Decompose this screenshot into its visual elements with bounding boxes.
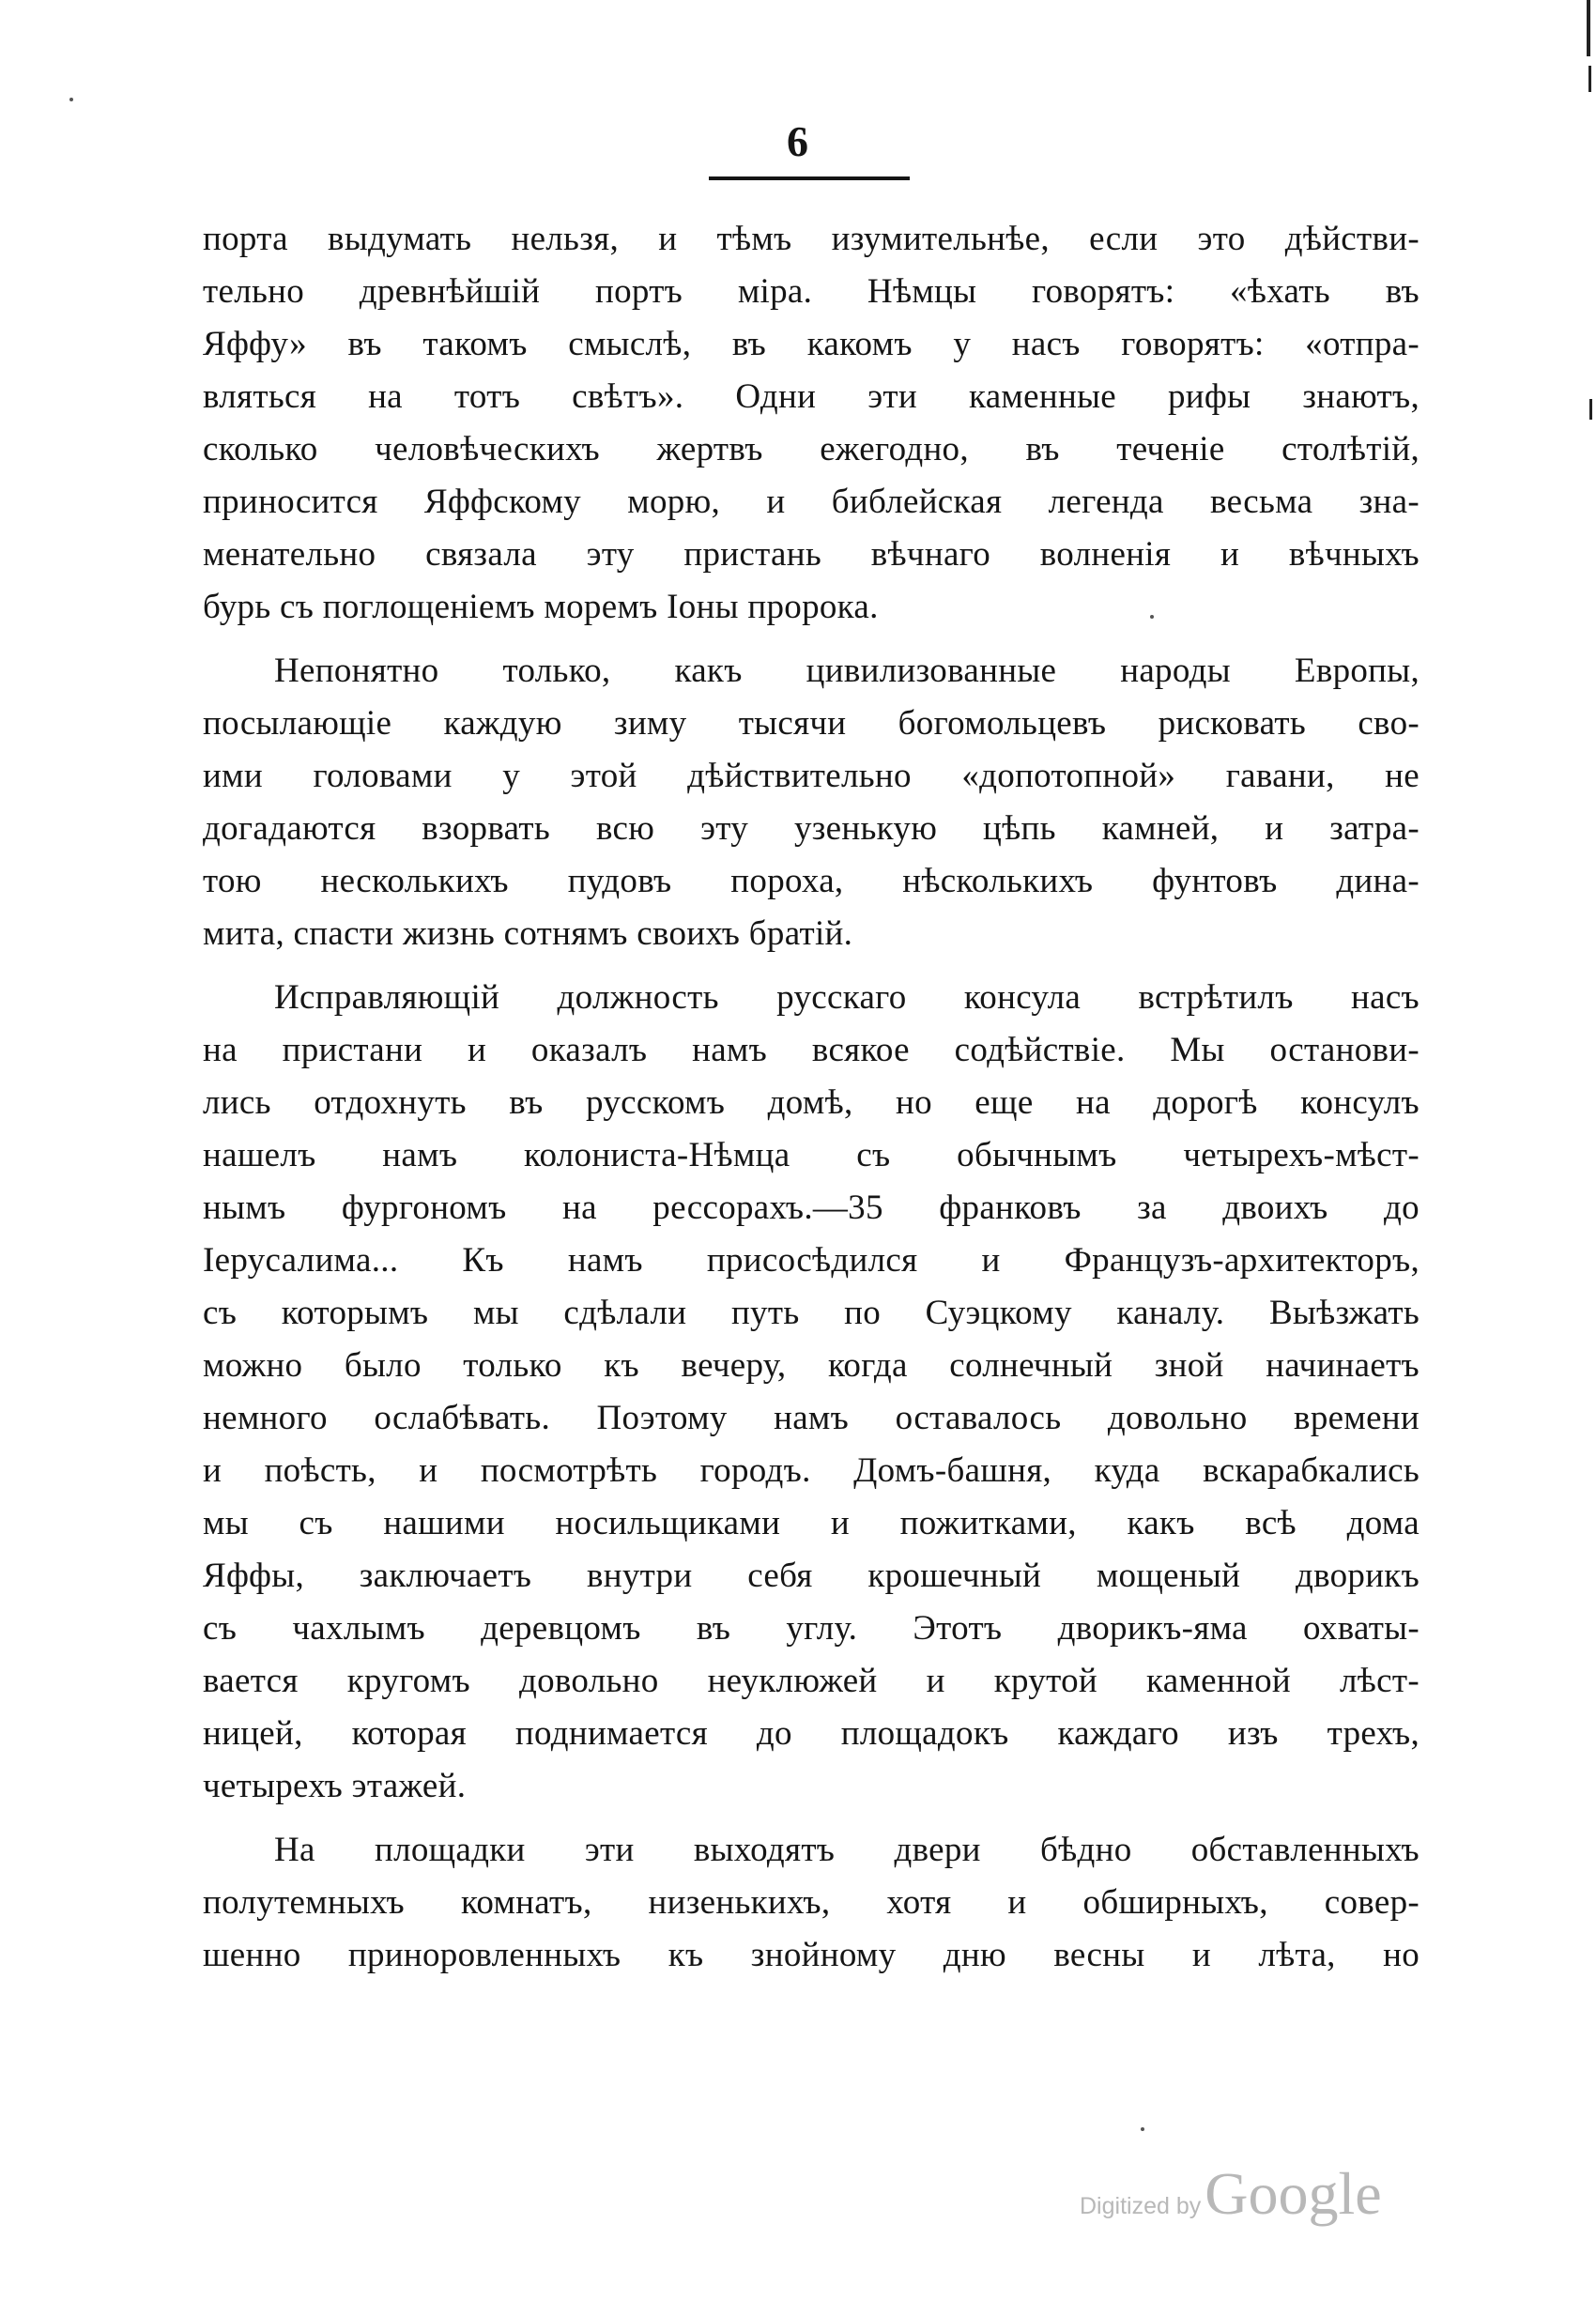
text-line: нымъ фургономъ на рессорахъ.—35 франковъ за двоихъ до: [203, 1189, 1420, 1227]
text-line: ницей, которая поднимается до площадокъ каждаго изъ трехъ,: [203, 1714, 1420, 1753]
text-line: Яффу» въ такомъ смыслѣ, въ какомъ у насъ говорятъ: «отпра-: [203, 325, 1420, 363]
text-line: нашелъ намъ колониста-Нѣмца съ обычнымъ четырехъ-мѣст-: [203, 1136, 1420, 1174]
text-line: четырехъ этажей.: [203, 1767, 467, 1805]
text-line: Яффы, заключаетъ внутри себя крошечный мощеный дворикъ: [203, 1557, 1420, 1595]
paragraph: [203, 645, 1420, 960]
scan-edge-mark: [1587, 0, 1590, 56]
text-line: менательно связала эту пристань вѣчнаго волненія и вѣчныхъ: [203, 535, 1420, 574]
text-line: можно было только къ вечеру, когда солнечный зной начинаетъ: [203, 1346, 1420, 1385]
text-line: бурь съ поглощеніемъ моремъ Іоны пророка.: [203, 588, 879, 626]
paragraph: [203, 972, 1420, 1813]
body-text: [203, 213, 1420, 1982]
text-line: сколько человѣческихъ жертвъ ежегодно, въ теченіе столѣтій,: [203, 430, 1420, 468]
text-line: мы съ нашими носильщиками и пожитками, какъ всѣ дома: [203, 1504, 1420, 1542]
text-line: вляться на тотъ свѣтъ». Одни эти каменные рифы знаютъ,: [203, 377, 1420, 416]
text-line: Исправляющій должность русскаго консула встрѣтилъ насъ: [274, 978, 1420, 1017]
text-line: немного ослабѣвать. Поэтому намъ оставалось довольно времени: [203, 1399, 1420, 1437]
paragraph: [203, 1824, 1420, 1982]
text-line: На площадки эти выходятъ двери бѣдно обставленныхъ: [274, 1831, 1420, 1869]
text-line: Непонятно только, какъ цивилизованные народы Европы,: [274, 652, 1420, 690]
page-number: 6: [787, 117, 809, 165]
scan-speck: [1150, 615, 1154, 619]
text-line: вается кругомъ довольно неуклюжей и крутой каменной лѣст-: [203, 1662, 1420, 1700]
header-rule: [709, 176, 910, 180]
scan-edge-mark: [1589, 399, 1592, 420]
digitized-by-google-watermark: [1080, 2159, 1382, 2229]
text-line: съ которымъ мы сдѣлали путь по Суэцкому каналу. Выѣзжать: [203, 1294, 1420, 1332]
scan-edge-mark: [1588, 66, 1591, 92]
scan-speck: [1141, 2127, 1144, 2131]
google-logo: Google: [1205, 2160, 1382, 2227]
text-line: шенно приноровленныхъ къ знойному дню весны и лѣта, но: [203, 1936, 1420, 1974]
text-line: порта выдумать нельзя, и тѣмъ изумительнѣе, если это дѣйстви-: [203, 220, 1420, 258]
text-line: догадаются взорвать всю эту узенькую цѣпь камней, и затра-: [203, 809, 1420, 848]
text-line: тельно древнѣйшій портъ міра. Нѣмцы говорятъ: «ѣхать въ: [203, 272, 1420, 311]
text-line: лись отдохнуть въ русскомъ домѣ, но еще на дорогѣ консулъ: [203, 1083, 1420, 1122]
scan-speck: [69, 98, 73, 101]
watermark-prefix: Digitized by: [1080, 2193, 1202, 2219]
text-line: Іерусалима... Къ намъ присосѣдился и Французъ-архитекторъ,: [203, 1241, 1420, 1280]
text-line: приносится Яффскому морю, и библейская легенда весьма зна-: [203, 483, 1420, 521]
text-line: ими головами у этой дѣйствительно «допотопной» гавани, не: [203, 757, 1420, 795]
text-line: посылающіе каждую зиму тысячи богомольцевъ рисковать сво-: [203, 704, 1420, 743]
text-line: съ чахлымъ деревцомъ въ углу. Этотъ дворикъ-яма охваты-: [203, 1609, 1420, 1648]
text-line: на пристани и оказалъ намъ всякое содѣйствіе. Мы останови-: [203, 1031, 1420, 1069]
paragraph: [203, 213, 1420, 634]
text-line: мита, спасти жизнь сотнямъ своихъ братій.: [203, 914, 853, 953]
text-line: и поѣсть, и посмотрѣть городъ. Домъ-башня, куда вскарабкались: [203, 1451, 1420, 1490]
text-line: полутемныхъ комнатъ, низенькихъ, хотя и обширныхъ, совер-: [203, 1883, 1420, 1922]
text-line: тою несколькихъ пудовъ пороха, нѣсколькихъ фунтовъ дина-: [203, 862, 1420, 900]
